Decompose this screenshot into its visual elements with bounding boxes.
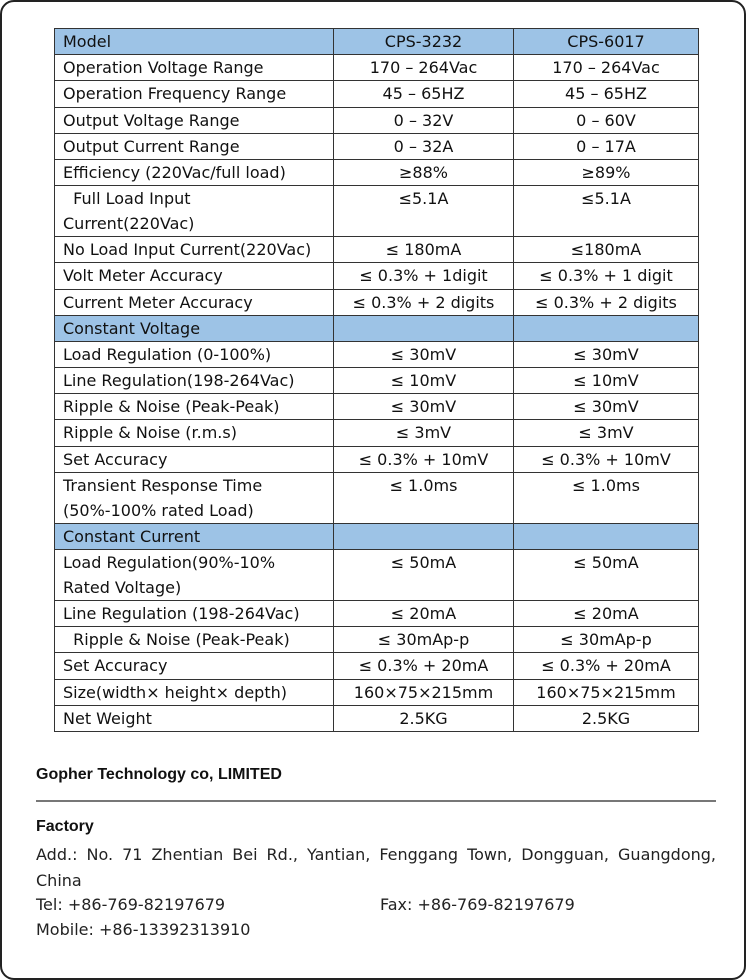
cps-6017-value: ≤ 0.3% + 2 digits	[514, 289, 699, 315]
section-row-constant-voltage	[55, 315, 699, 341]
table-row	[55, 705, 699, 731]
company-name: Gopher Technology co, LIMITED	[36, 766, 282, 783]
cps-6017-value: 0 – 17A	[514, 133, 699, 159]
spec-table-body	[55, 29, 699, 732]
cps-6017-value: ≥89%	[514, 159, 699, 185]
table-row	[55, 368, 699, 394]
table-row	[55, 237, 699, 263]
cps-3232-value: 0 – 32A	[334, 133, 514, 159]
row-label: Line Regulation(198-264Vac)	[55, 368, 334, 394]
cps-3232-value: ≤5.1A	[334, 186, 514, 237]
table-row	[55, 653, 699, 679]
empty-cell	[334, 523, 514, 549]
cps-3232-value: ≤ 30mV	[334, 341, 514, 367]
row-label: Output Current Range	[55, 133, 334, 159]
row-label: Volt Meter Accuracy	[55, 263, 334, 289]
cps-3232-value: ≤ 50mA	[334, 550, 514, 601]
row-label: Current Meter Accuracy	[55, 289, 334, 315]
factory-heading: Factory	[36, 818, 94, 835]
cps-6017-value: ≤ 0.3% + 20mA	[514, 653, 699, 679]
row-label: Full Load Input Current(220Vac)	[55, 186, 334, 237]
cps-3232-value: ≤ 0.3% + 20mA	[334, 653, 514, 679]
cps-6017-value: 45 – 65HZ	[514, 81, 699, 107]
table-row	[55, 133, 699, 159]
cps-6017-value: 2.5KG	[514, 705, 699, 731]
factory-tel: Tel: +86-769-82197679	[36, 895, 226, 914]
factory-fax: Fax: +86-769-82197679	[380, 895, 575, 914]
section-heading: Constant Current	[55, 523, 334, 549]
spec-table	[54, 28, 699, 732]
cps-6017-value: ≤ 50mA	[514, 550, 699, 601]
table-row	[55, 420, 699, 446]
cps-3232-value: ≤ 0.3% + 10mV	[334, 446, 514, 472]
cps-3232-value: ≤ 3mV	[334, 420, 514, 446]
table-row	[55, 627, 699, 653]
table-row	[55, 446, 699, 472]
empty-cell	[334, 315, 514, 341]
cps-3232-value: 170 – 264Vac	[334, 55, 514, 81]
row-label: Ripple & Noise (Peak-Peak)	[55, 394, 334, 420]
cps-3232-value: ≤ 1.0ms	[334, 472, 514, 523]
row-label: Ripple & Noise (Peak-Peak)	[55, 627, 334, 653]
table-row	[55, 341, 699, 367]
cps-3232-value: 160×75×215mm	[334, 679, 514, 705]
cps-3232-value: 2.5KG	[334, 705, 514, 731]
divider	[36, 800, 716, 802]
row-label: Operation Frequency Range	[55, 81, 334, 107]
table-row	[55, 159, 699, 185]
row-label: Line Regulation (198-264Vac)	[55, 601, 334, 627]
factory-address: Add.: No. 71 Zhentian Bei Rd., Yantian, Fenggang Town, Dongguan, Guangdong, China	[36, 845, 716, 890]
cps-6017-value: ≤ 1.0ms	[514, 472, 699, 523]
cps-6017-value: ≤ 0.3% + 1 digit	[514, 263, 699, 289]
table-row	[55, 550, 699, 601]
cps-3232-value: 0 – 32V	[334, 107, 514, 133]
cps-6017-value: 160×75×215mm	[514, 679, 699, 705]
row-label: Output Voltage Range	[55, 107, 334, 133]
table-row	[55, 81, 699, 107]
cps-3232-value: ≤ 0.3% + 1digit	[334, 263, 514, 289]
table-row	[55, 107, 699, 133]
cps-6017-value: ≤ 3mV	[514, 420, 699, 446]
cps-6017-value: ≤ 20mA	[514, 601, 699, 627]
cps-6017-value: ≤ 30mV	[514, 341, 699, 367]
row-label: Set Accuracy	[55, 653, 334, 679]
table-row	[55, 679, 699, 705]
row-label: Load Regulation (0-100%)	[55, 341, 334, 367]
header-model: Model	[55, 29, 334, 55]
row-label: Ripple & Noise (r.m.s)	[55, 420, 334, 446]
table-row	[55, 394, 699, 420]
table-row	[55, 263, 699, 289]
cps-6017-value: ≤180mA	[514, 237, 699, 263]
empty-cell	[514, 523, 699, 549]
row-label: Efficiency (220Vac/full load)	[55, 159, 334, 185]
cps-6017-value: ≤ 0.3% + 10mV	[514, 446, 699, 472]
row-label: Transient Response Time (50%-100% rated Load)	[55, 472, 334, 523]
section-heading: Constant Voltage	[55, 315, 334, 341]
section-row-constant-current	[55, 523, 699, 549]
cps-3232-value: ≤ 30mV	[334, 394, 514, 420]
table-row	[55, 472, 699, 523]
cps-3232-value: 45 – 65HZ	[334, 81, 514, 107]
cps-6017-value: 0 – 60V	[514, 107, 699, 133]
header-cps-3232: CPS-3232	[334, 29, 514, 55]
row-label: Load Regulation(90%-10% Rated Voltage)	[55, 550, 334, 601]
cps-3232-value: ≤ 10mV	[334, 368, 514, 394]
cps-3232-value: ≤ 0.3% + 2 digits	[334, 289, 514, 315]
row-label: Size(width× height× depth)	[55, 679, 334, 705]
cps-3232-value: ≤ 20mA	[334, 601, 514, 627]
factory-mobile: Mobile: +86-13392313910	[36, 920, 251, 939]
header-cps-6017: CPS-6017	[514, 29, 699, 55]
table-row	[55, 55, 699, 81]
row-label: Set Accuracy	[55, 446, 334, 472]
row-label: No Load Input Current(220Vac)	[55, 237, 334, 263]
row-label: Operation Voltage Range	[55, 55, 334, 81]
table-row	[55, 601, 699, 627]
table-row	[55, 289, 699, 315]
cps-6017-value: ≤ 30mAp-p	[514, 627, 699, 653]
table-row	[55, 186, 699, 237]
empty-cell	[514, 315, 699, 341]
cps-6017-value: ≤ 10mV	[514, 368, 699, 394]
row-label: Net Weight	[55, 705, 334, 731]
cps-3232-value: ≤ 180mA	[334, 237, 514, 263]
cps-6017-value: ≤ 30mV	[514, 394, 699, 420]
table-header-row	[55, 29, 699, 55]
cps-6017-value: 170 – 264Vac	[514, 55, 699, 81]
cps-3232-value: ≥88%	[334, 159, 514, 185]
cps-6017-value: ≤5.1A	[514, 186, 699, 237]
cps-3232-value: ≤ 30mAp-p	[334, 627, 514, 653]
